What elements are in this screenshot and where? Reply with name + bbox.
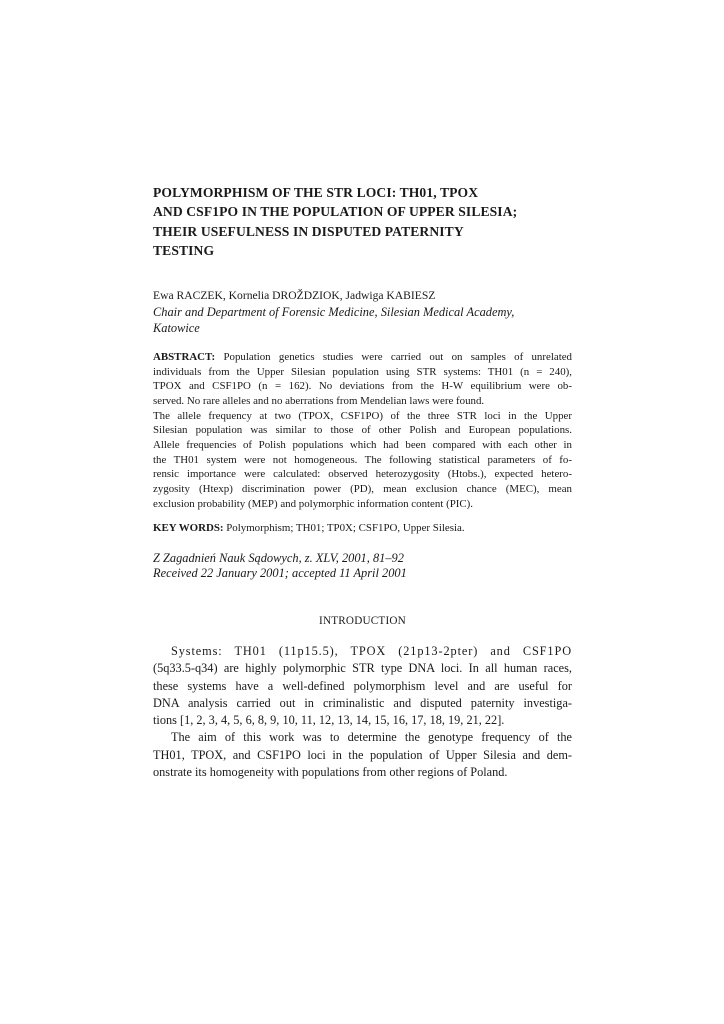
journal-reference: Z Zagadnień Nauk Sądowych, z. XLV, 2001, 81–92 xyxy=(153,551,404,565)
affiliation-line: Chair and Department of Forensic Medicine, Silesian Medical Academy, xyxy=(153,305,515,319)
title-line: TESTING xyxy=(153,243,215,259)
body-line: (5q33.5-q34) are highly polymorphic STR type DNA loci. In all human races, xyxy=(153,661,572,676)
section-heading-introduction: INTRODUCTION xyxy=(319,615,406,627)
abstract xyxy=(153,350,572,511)
title-line: AND CSF1PO IN THE POPULATION OF UPPER SILESIA; xyxy=(153,204,518,220)
body-line: tions [1, 2, 3, 4, 5, 6, 8, 9, 10, 11, 12, 13, 14, 15, 16, 17, 18, 19, 21, 22]. xyxy=(153,713,505,727)
body-line: onstrate its homogeneity with populations from other regions of Poland. xyxy=(153,764,508,779)
author-list: Ewa RACZEK, Kornelia DROŽDZIOK, Jadwiga KABIESZ xyxy=(153,289,436,302)
title-line: POLYMORPHISM OF THE STR LOCI: TH01, TPOX xyxy=(153,185,479,200)
abstract-line: TPOX and CSF1PO (n = 162). No deviations from the H-W equilibrium were ob- xyxy=(153,380,572,393)
body-line: The aim of this work was to determine the genotype frequency of the xyxy=(171,730,572,745)
abstract-label: ABSTRACT: xyxy=(153,351,216,363)
abstract-line: Silesian population was similar to those of other Polish and European populations. xyxy=(153,424,572,437)
received-accepted-dates: Received 22 January 2001; accepted 11 April 2001 xyxy=(153,566,407,581)
affiliation-line: Katowice xyxy=(153,320,200,335)
keywords-text: Polymorphism; TH01; TP0X; CSF1PO, Upper Silesia. xyxy=(226,522,465,534)
introduction-body xyxy=(153,643,572,781)
abstract-line: The allele frequency at two (TPOX, CSF1PO) of the three STR loci in the Upper xyxy=(153,409,572,422)
body-line: these systems have a well-defined polymorphism level and are useful for xyxy=(153,678,572,693)
body-line: DNA analysis carried out in criminalistic and disputed paternity investiga- xyxy=(153,695,572,710)
abstract-line: zygosity (Htexp) discrimination power (PD), mean exclusion chance (MEC), mean xyxy=(153,482,572,495)
abstract-line: served. No rare alleles and no aberrations from Mendelian laws were found. xyxy=(153,394,485,407)
abstract-line xyxy=(153,350,572,365)
abstract-line: individuals from the Upper Silesian population using STR systems: TH01 (n = 240), xyxy=(153,365,572,378)
paper-title xyxy=(153,183,572,261)
abstract-line: rensic importance were calculated: observed heterozygosity (Htobs.), expected hetero- xyxy=(153,468,572,481)
title-line: THEIR USEFULNESS IN DISPUTED PATERNITY xyxy=(153,223,464,239)
body-line: Systems: TH01 (11p15.5), TPOX (21p13-2pter) and CSF1PO xyxy=(171,644,572,658)
affiliation xyxy=(153,305,572,336)
body-line: TH01, TPOX, and CSF1PO loci in the population of Upper Silesia and dem- xyxy=(153,747,572,762)
abstract-line: exclusion probability (MEP) and polymorphic information content (PIC). xyxy=(153,497,474,510)
keywords-label: KEY WORDS: xyxy=(153,522,224,534)
abstract-line: the TH01 system were not homogeneous. The following statistical parameters of fo- xyxy=(153,453,572,466)
citation xyxy=(153,551,407,582)
abstract-text: Population genetics studies were carried out on samples of unrelated xyxy=(223,351,572,363)
keywords xyxy=(153,521,465,535)
abstract-line: Allele frequencies of Polish populations which had been compared with each other in xyxy=(153,438,572,451)
